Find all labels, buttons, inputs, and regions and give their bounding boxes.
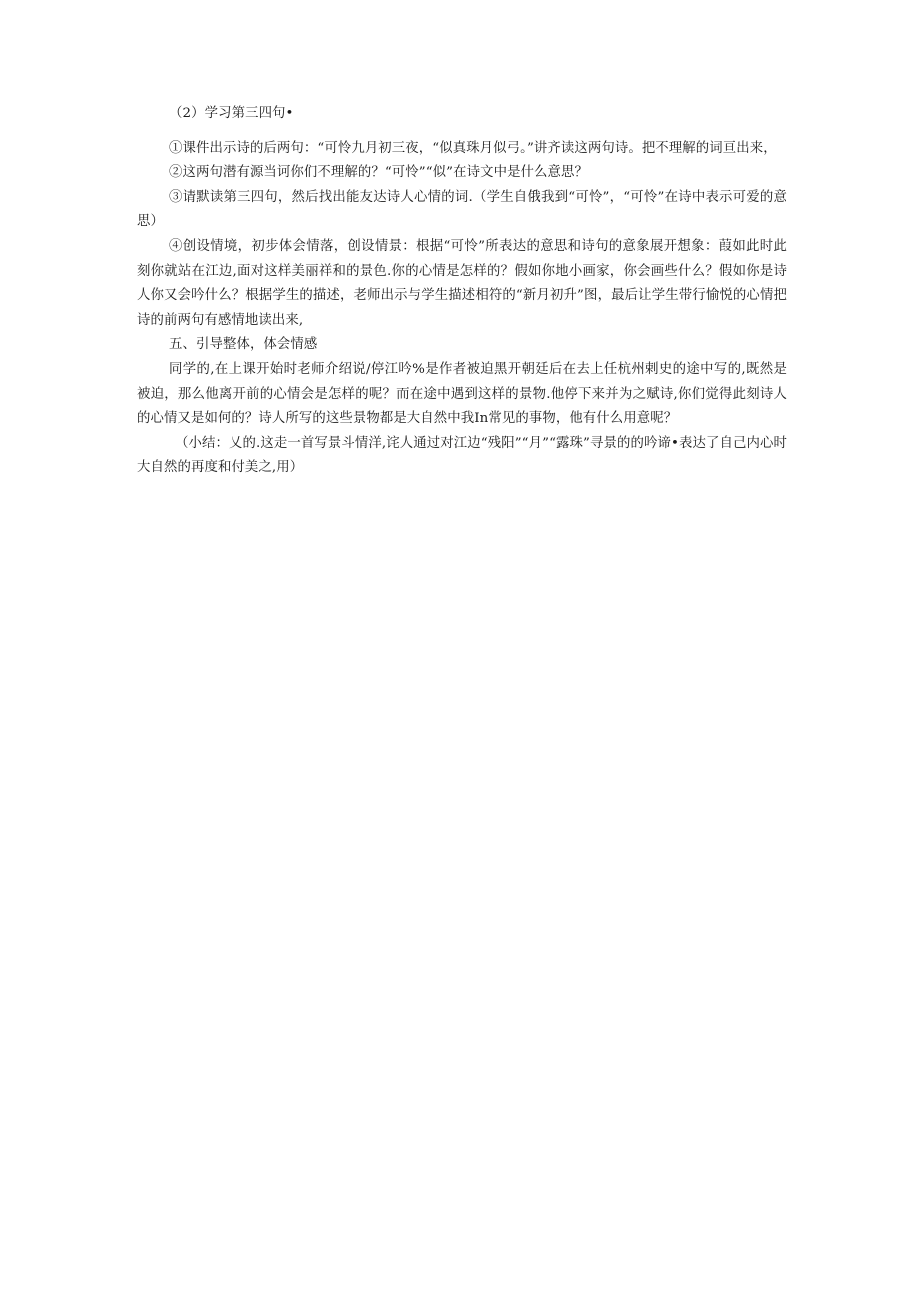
document-body [137,102,787,481]
section-heading: （2）学习第三四句• [169,106,294,121]
paragraph-step-4: ④创设情境，初步体会情落，创设情景：根据“可怜”所表达的意思和诗句的意象展开想象：葭如此时此刻你就站在江边,面对这样美丽祥和的景色.你的心情是怎样的？假如你地小画家，你会画些什么？假如你是诗人你又会吟什么？根据学生的描述，老师出示与学生描述相符的“新月初升”图，最后让学生带行愉悦的心情把诗的前两句有感情地读出来, [137,238,787,328]
section-five-heading: 五、引导整体，体会情感 [169,337,318,353]
paragraph-summary: （小结：乂的.这走一首写景斗情洋,诧人通过对江边“残阳”“月”“露珠”寻景的的吟谛•表达了自己内心时大自然的再度和付美之,用） [137,435,787,476]
paragraph-step-1: ①课件出示诗的后两句：“可怜九月初三夜，“似真珠月似弓。”讲齐读这两句诗。把不理解的词亘出来， [169,140,777,156]
paragraph-step-2: ②这两句潜有源当诃你们不理解的？“可怜”“似”在诗文中是什么意思？ [169,165,589,181]
paragraph-step-3: ③请默读第三四句，然后找出能友达诗人心情的词.（学生自俄我到“可怜”，“可怜”在诗中表示可爱的意思） [137,189,787,230]
paragraph-discussion: 同学的,在上课开始时老师介绍说/停江吟%是作者被迫黑开朝廷后在去上任杭州剌史的途中写的,既然是被迫，那么他离开前的心情会是怎样的呢？而在途中遇到这样的景物.他停下来并为之赋诗,你们觉得此刻诗人的心情又是如何的？诗人所写的这些景物都是大自然中我In常见的事物，他有什么用意呢？ [137,361,787,427]
